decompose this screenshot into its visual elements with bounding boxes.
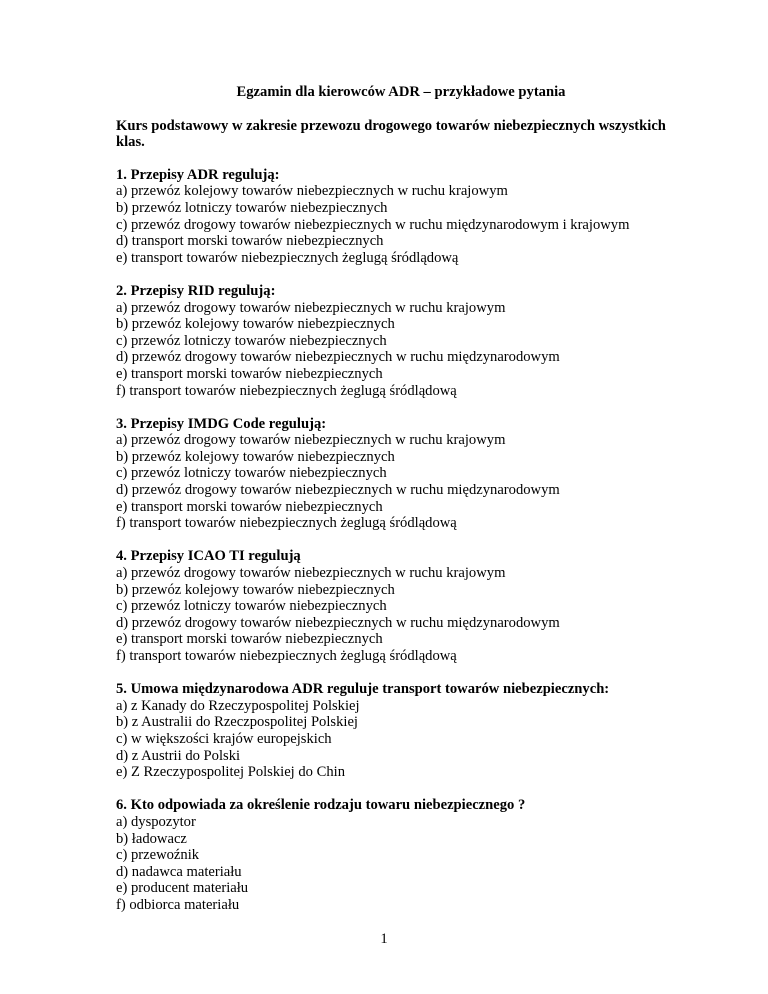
answer-option: a) z Kanady do Rzeczypospolitej Polskiej xyxy=(116,697,360,714)
document-content xyxy=(116,84,686,930)
answer-option: c) przewóz drogowy towarów niebezpiecznych w ruchu międzynarodowym i krajowym xyxy=(116,216,630,233)
answer-option: e) Z Rzeczypospolitej Polskiej do Chin xyxy=(116,764,346,781)
answer-option: a) dyspozytor xyxy=(116,813,196,830)
document-title: Egzamin dla kierowców ADR – przykładowe pytania xyxy=(236,84,566,100)
answer-option: a) przewóz drogowy towarów niebezpiecznych w ruchu krajowym xyxy=(116,299,506,316)
question-4 xyxy=(116,548,686,664)
answer-option: e) transport morski towarów niebezpiecznych xyxy=(116,631,383,648)
question-6 xyxy=(116,797,686,913)
question-title: 6. Kto odpowiada za określenie rodzaju towaru niebezpiecznego ? xyxy=(116,797,526,814)
page-number: 1 xyxy=(380,931,388,947)
answer-option: e) transport morski towarów niebezpiecznych xyxy=(116,498,383,515)
answer-option: d) przewóz drogowy towarów niebezpiecznych w ruchu międzynarodowym xyxy=(116,482,560,499)
answer-option: a) przewóz kolejowy towarów niebezpiecznych w ruchu krajowym xyxy=(116,183,508,200)
answer-option: c) przewóz lotniczy towarów niebezpiecznych xyxy=(116,598,387,615)
answer-option: d) nadawca materiału xyxy=(116,863,242,880)
answer-option: b) z Australii do Rzeczpospolitej Polskiej xyxy=(116,714,358,731)
answer-option: f) transport towarów niebezpiecznych żeglugą śródlądową xyxy=(116,648,457,664)
answer-option: c) przewóz lotniczy towarów niebezpiecznych xyxy=(116,465,387,482)
answer-option: d) przewóz drogowy towarów niebezpiecznych w ruchu międzynarodowym xyxy=(116,349,560,366)
question-title: 4. Przepisy ICAO TI regulują xyxy=(116,548,301,565)
question-5 xyxy=(116,681,686,781)
answer-option: e) transport towarów niebezpiecznych żeglugą śródlądową xyxy=(116,249,459,266)
question-title: 2. Przepisy RID regulują: xyxy=(116,282,276,299)
answer-option: c) przewoźnik xyxy=(116,847,200,864)
answer-option: b) przewóz lotniczy towarów niebezpiecznych xyxy=(116,199,388,216)
answer-option: f) odbiorca materiału xyxy=(116,896,240,913)
question-1 xyxy=(116,167,686,267)
answer-option: d) transport morski towarów niebezpiecznych xyxy=(116,233,384,250)
answer-option: f) transport towarów niebezpiecznych żeglugą śródlądową xyxy=(116,382,457,399)
answer-option: a) przewóz drogowy towarów niebezpiecznych w ruchu krajowym xyxy=(116,565,506,582)
answer-option: a) przewóz drogowy towarów niebezpiecznych w ruchu krajowym xyxy=(116,432,506,449)
question-3 xyxy=(116,416,686,532)
answer-option: f) transport towarów niebezpiecznych żeglugą śródlądową xyxy=(116,515,457,532)
document-subtitle: Kurs podstawowy w zakresie przewozu drogowego towarów niebezpiecznych wszystkich klas. xyxy=(116,117,666,151)
answer-option: b) przewóz kolejowy towarów niebezpiecznych xyxy=(116,448,395,465)
question-title: 1. Przepisy ADR regulują: xyxy=(116,166,280,183)
answer-option: b) przewóz kolejowy towarów niebezpiecznych xyxy=(116,581,395,598)
answer-option: d) z Austrii do Polski xyxy=(116,747,241,764)
answer-option: b) ładowacz xyxy=(116,830,187,847)
answer-option: b) przewóz kolejowy towarów niebezpiecznych xyxy=(116,316,395,333)
answer-option: e) producent materiału xyxy=(116,880,249,897)
answer-option: c) w większości krajów europejskich xyxy=(116,730,332,747)
question-title: 5. Umowa międzynarodowa ADR reguluje transport towarów niebezpiecznych: xyxy=(116,681,610,698)
answer-option: c) przewóz lotniczy towarów niebezpiecznych xyxy=(116,332,387,349)
question-2 xyxy=(116,283,686,399)
answer-option: e) transport morski towarów niebezpiecznych xyxy=(116,365,383,382)
question-title: 3. Przepisy IMDG Code regulują: xyxy=(116,415,327,432)
answer-option: d) przewóz drogowy towarów niebezpiecznych w ruchu międzynarodowym xyxy=(116,614,560,631)
